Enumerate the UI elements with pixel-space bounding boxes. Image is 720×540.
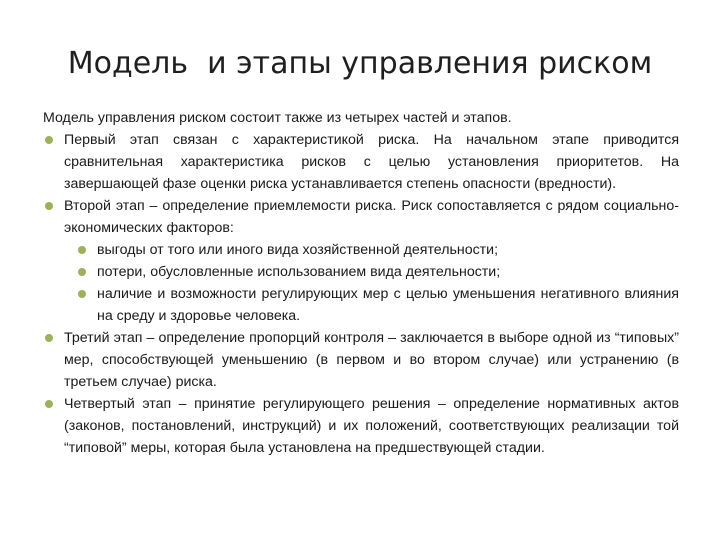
bullet-icon bbox=[78, 268, 86, 276]
list-item-text: Четвертый этап – принятие регулирующего решения – определение нормативных актов (законов, постановлений, инструкций) и их положений, соответствующих реализации той “типовой” меры, которая была установлена на предшествующей стадии. bbox=[64, 396, 679, 456]
intro-text: Модель управления риском состоит также из четырех частей и этапов. bbox=[43, 110, 512, 126]
list-item-stage-2 bbox=[43, 195, 679, 327]
bullet-icon bbox=[45, 334, 53, 342]
list-item-text: Третий этап – определение пропорций контроля – заключается в выборе одной из “типовых” мер, способствующей уменьшению (в первом и во втором случае) или устранению (в третьем случае) риска. bbox=[64, 330, 679, 390]
list-item-text: Второй этап – определение приемлемости риска. Риск сопоставляется с рядом социально-экономических факторов: bbox=[64, 198, 679, 236]
list-item-text: Первый этап связан с характеристикой риска. На начальном этапе приводится сравнительная характеристика рисков с целью установления приоритетов. На завершающей фазе оценки риска устанавливается степень опасности (вредности). bbox=[64, 132, 679, 192]
slide-title: Модель и этапы управления риском bbox=[67, 46, 653, 81]
sub-list-item-text: потери, обусловленные использованием вида деятельности; bbox=[97, 264, 501, 280]
bullet-icon bbox=[45, 202, 53, 210]
list-item-stage-3 bbox=[43, 327, 679, 393]
list-item-stage-4 bbox=[43, 393, 679, 459]
sub-list-item bbox=[76, 261, 679, 283]
sub-list-item-text: наличие и возможности регулирующих мер с целью уменьшения негативного влияния на среду и здоровье человека. bbox=[97, 286, 679, 324]
slide-content bbox=[43, 107, 679, 459]
sub-list-item-text: выгоды от того или иного вида хозяйственной деятельности; bbox=[97, 242, 499, 258]
sub-list-item bbox=[76, 239, 679, 261]
bullet-icon bbox=[78, 246, 86, 254]
bullet-icon bbox=[78, 290, 86, 298]
sub-list-item bbox=[76, 283, 679, 327]
bullet-icon bbox=[45, 400, 53, 408]
list-item-stage-1 bbox=[43, 129, 679, 195]
bullet-icon bbox=[45, 136, 53, 144]
sub-list bbox=[64, 239, 679, 327]
